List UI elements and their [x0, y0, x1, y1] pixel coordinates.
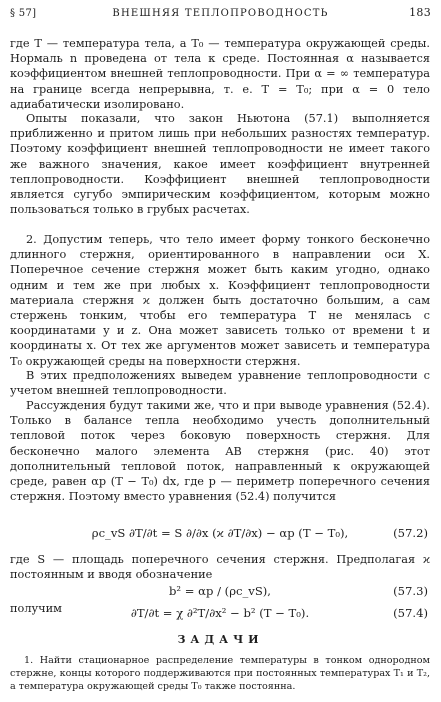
paragraph: где S — площадь поперечного сечения стержня. Предполагая ϰ постоянным и вводя обозначение [10, 553, 430, 582]
paragraph: Опыты показали, что закон Ньютона (57.1) выполняется приближенно и притом лишь при небольших разностях температур. Поэтому коэффициент внешней теплопроводности не имеет такого же важного значения, какое имеет коэффициент внутренней теплопроводности. Коэффициент внешней теплопроводности является сугубо эмпирическим коэффициентом, которым можно пользоваться только в грубых расчетах. [10, 112, 430, 217]
running-header [10, 8, 431, 24]
equation-57-4 [10, 606, 430, 636]
equation-number: (57.3) [393, 584, 428, 598]
equation-number: (57.2) [393, 526, 428, 540]
equation-formula: ρc_vS ∂T/∂t = S ∂/∂x (ϰ ∂T/∂x) − αp (T − T₀), [91, 526, 349, 540]
paragraph: Рассуждения будут такими же, что и при выводе уравнения (52.4). Только в балансе тепла необходимо учесть дополнительный тепловой поток через боковую поверхность стержня. Для бесконечно малого элемента AB стержня (рис. 40) этот дополнительный тепловой поток, направленный к окружающей среде, равен αp (T − T₀) dx, где p — периметр поперечного сечения стержня. Поэтому вместо уравнения (52.4) получится [10, 399, 430, 504]
paragraph: где T — температура тела, а T₀ — температура окружающей среды. Нормаль n проведена от тела к среде. Постоянная α называется коэффициентом внешней теплопроводности. При α = ∞ температура на границе всегда непрерывна, т. е. T = T₀; при α = 0 тело адиабатически изолировано. [10, 37, 430, 111]
section-ref: § 57] [10, 8, 37, 19]
paragraph: 2. Допустим теперь, что тело имеет форму тонкого бесконечно длинного стержня, ориентированного в направлении оси X. Поперечное сечение стержня может быть каким угодно, однако одним и тем же при любых x. Коэффициент теплопроводности материала стержня ϰ должен быть достаточно большим, а сам стержень тонким, чтобы его температура T не менялась с координатами y и z. Она может зависеть только от времени t и координаты x. От тех же аргументов может зависеть и температура T₀ окружающей среды на поверхности стержня. [10, 233, 430, 368]
running-title: ВНЕШНЯЯ ТЕПЛОПРОВОДНОСТЬ [112, 8, 329, 19]
equation-number: (57.4) [393, 606, 428, 620]
page-number: 183 [409, 6, 431, 19]
paragraph: В этих предположениях выведем уравнение теплопроводности с учетом внешней теплопроводности. [10, 369, 430, 398]
equation-formula: b² = αp / (ρc_vS), [168, 584, 271, 598]
section-heading: ЗАДАЧИ [177, 633, 264, 646]
paragraph: получим [10, 602, 62, 615]
equation-formula: ∂T/∂t = χ ∂²T/∂x² − b² (T − T₀). [130, 606, 310, 620]
task-item: 1. Найти стационарное распределение температуры в тонком однородном стержне, концы которого поддерживаются при постоянных температурах T₁ и T₂, а температура окружающей среды T₀ также постоянна. [10, 655, 430, 692]
